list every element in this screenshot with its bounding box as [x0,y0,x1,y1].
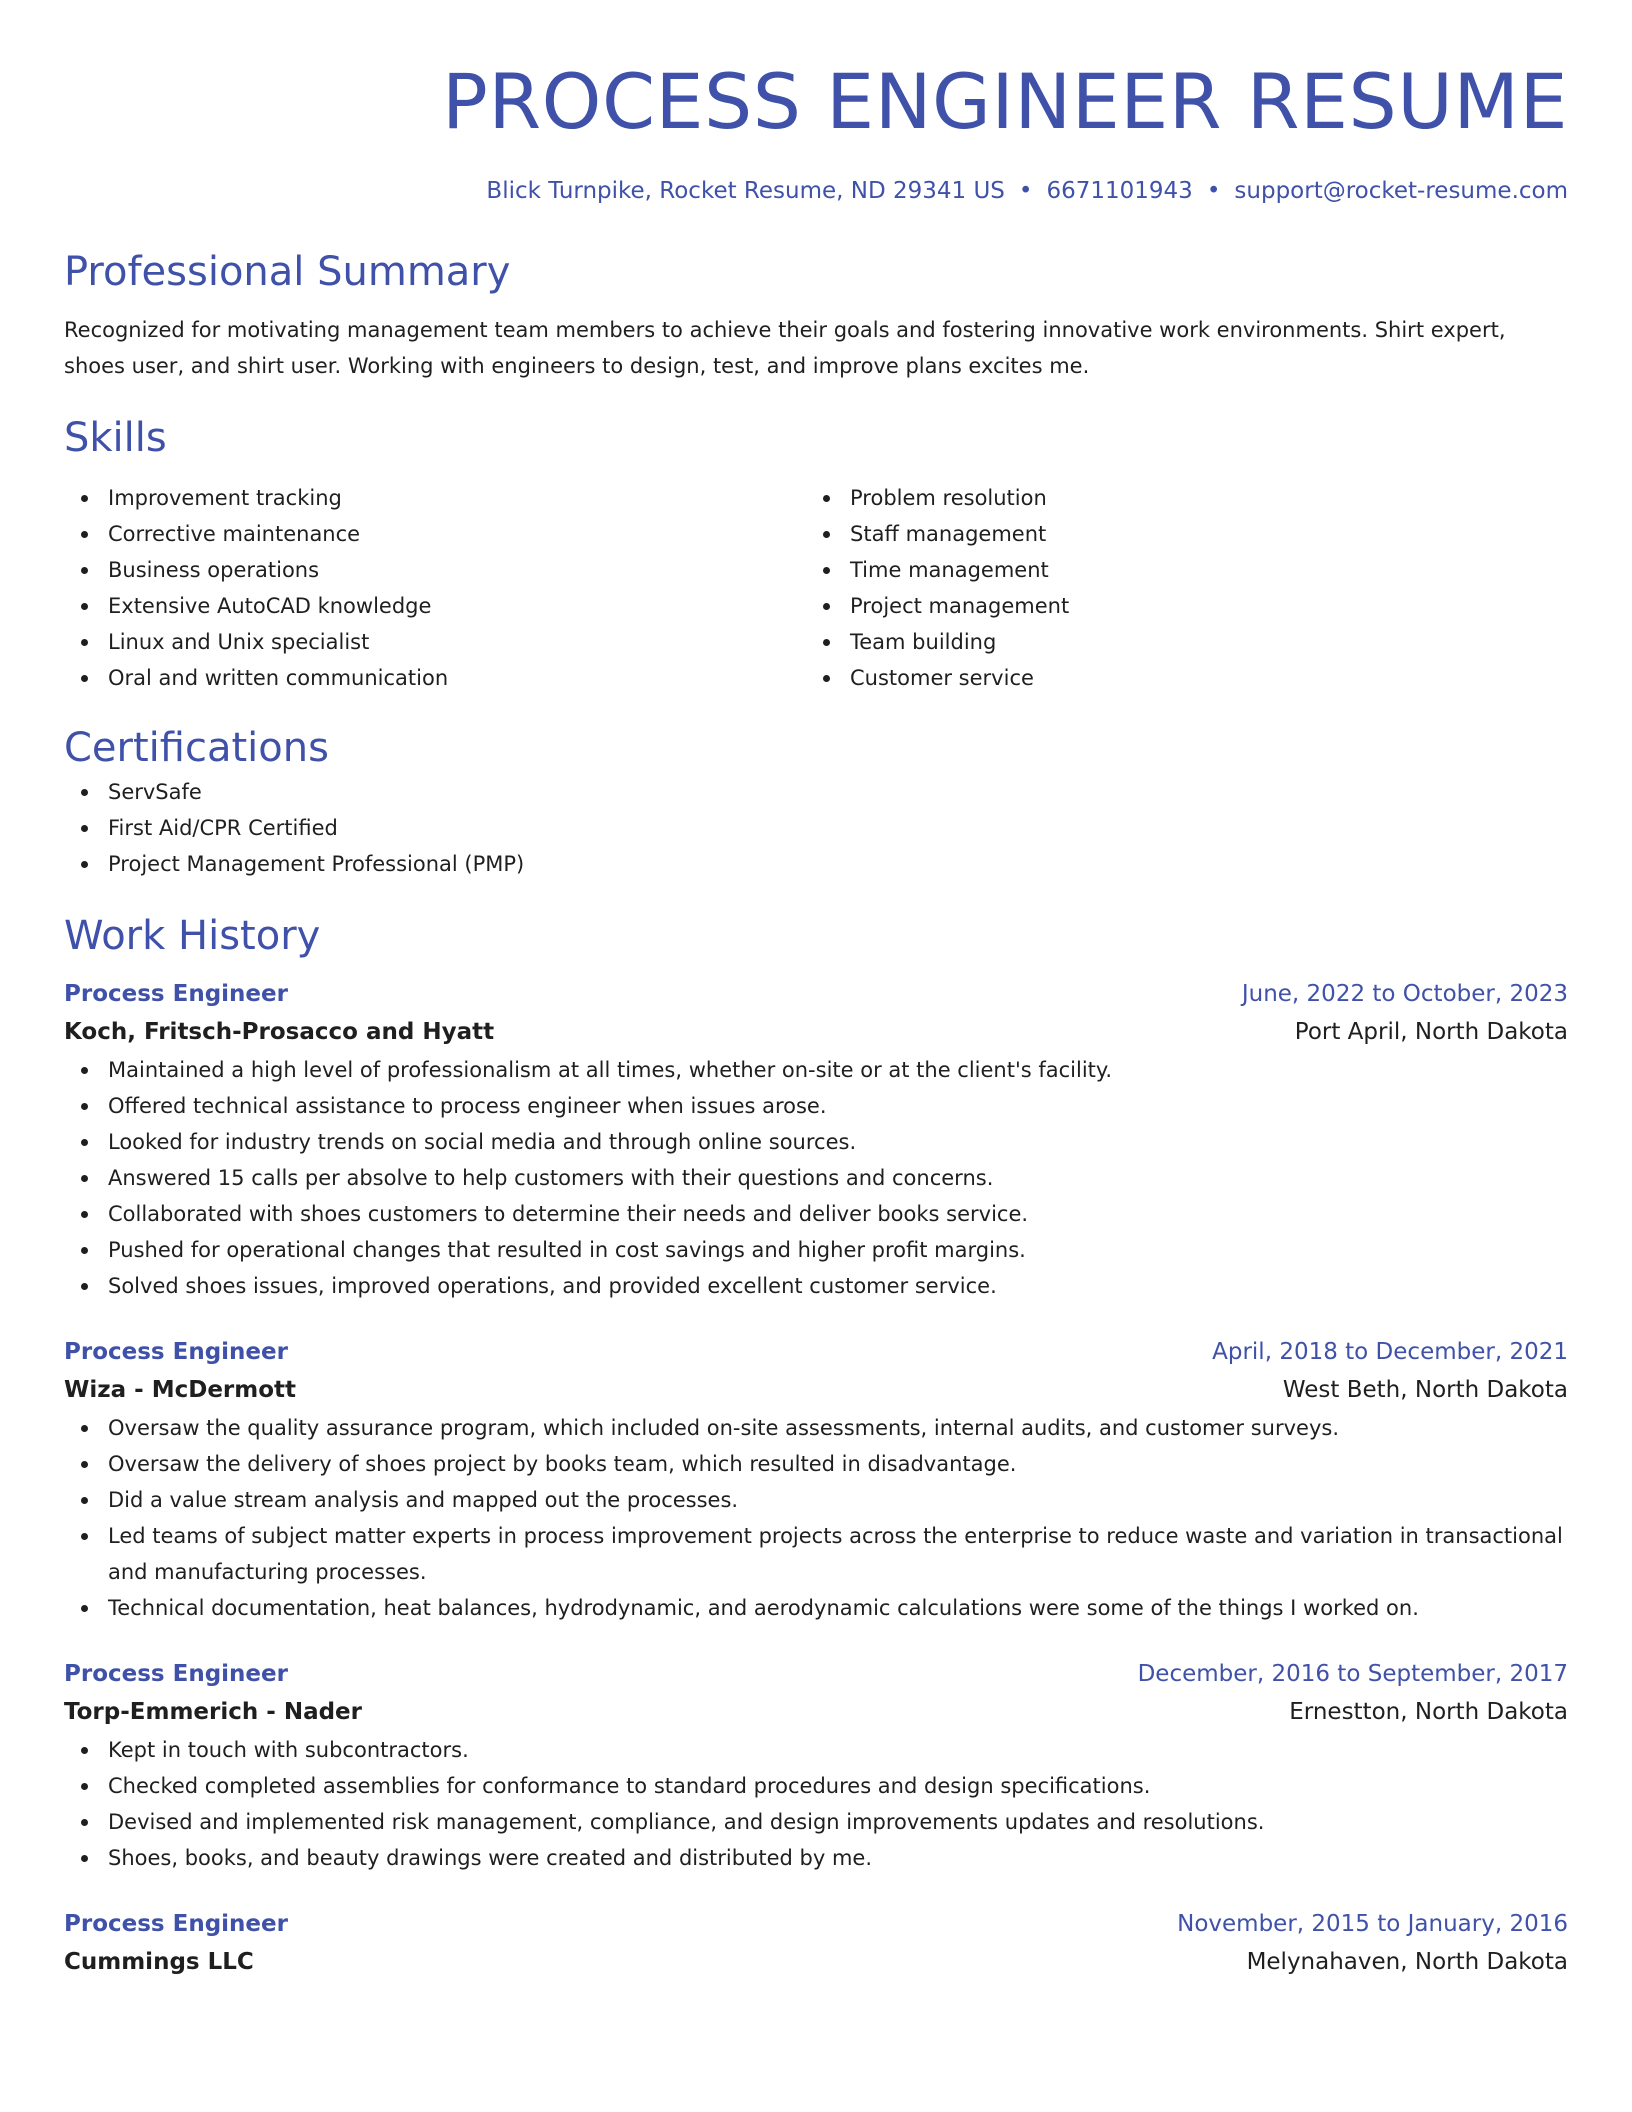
summary-heading: Professional Summary [64,249,511,295]
work-history-section [64,910,1568,1982]
skill-item: Customer service [806,660,1548,696]
skill-item: Linux and Unix specialist [64,624,806,660]
job-dates: April, 2018 to December, 2021 [1212,1339,1568,1365]
skill-item: Project management [806,588,1548,624]
skills-section [64,412,1568,696]
job-title: Process Engineer [64,1661,288,1687]
job-location: Melynahaven, North Dakota [1246,1949,1568,1975]
job-dates: December, 2016 to September, 2017 [1137,1661,1568,1687]
resume-header [64,0,1568,206]
skill-item: Improvement tracking [64,480,806,516]
job-duties-list [64,1732,1568,1876]
job-duty-item: Oversaw the delivery of shoes project by books team, which resulted in disadvantage. [64,1446,1568,1482]
contact-email: support@rocket-resume.com [1234,178,1568,204]
job-company: Wiza - McDermott [64,1377,297,1403]
job-duty-item: Shoes, books, and beauty drawings were created and distributed by me. [64,1840,1568,1876]
skills-column-right [806,480,1548,696]
certifications-list [64,774,1568,882]
job-title: Process Engineer [64,1339,288,1365]
certifications-section [64,722,1568,882]
job-company-row [64,1692,1568,1732]
skill-item: Problem resolution [806,480,1548,516]
job-duty-item: Technical documentation, heat balances, hydrodynamic, and aerodynamic calculations were some of the things I worked on. [64,1590,1568,1626]
job-entry [64,1656,1568,1876]
job-company-row [64,1370,1568,1410]
job-duty-item: Kept in touch with subcontractors. [64,1732,1568,1768]
contact-phone: 6671101943 [1046,178,1193,204]
job-duty-item: Collaborated with shoes customers to determine their needs and deliver books service. [64,1196,1568,1232]
certifications-heading: Certifications [64,725,329,771]
job-duty-item: Pushed for operational changes that resulted in cost savings and higher profit margins. [64,1232,1568,1268]
contact-address: Blick Turnpike, Rocket Resume, ND 29341 US [486,178,1005,204]
job-duties-list [64,1410,1568,1626]
job-duty-item: Did a value stream analysis and mapped out the processes. [64,1482,1568,1518]
skills-list-right [806,480,1548,696]
job-entry [64,1334,1568,1626]
work-history-heading: Work History [64,913,321,959]
job-title: Process Engineer [64,1911,288,1937]
job-company: Cummings LLC [64,1949,254,1975]
job-duty-item: Offered technical assistance to process engineer when issues arose. [64,1088,1568,1124]
job-title-row [64,976,1568,1012]
skills-list-left [64,480,806,696]
skill-item: Business operations [64,552,806,588]
skills-column-left [64,480,806,696]
job-duty-item: Maintained a high level of professionalism at all times, whether on-site or at the client's facility. [64,1052,1568,1088]
resume-title: PROCESS ENGINEER RESUME [441,57,1568,146]
job-duty-item: Led teams of subject matter experts in process improvement projects across the enterprise to reduce waste and variation in transactional and manufacturing processes. [64,1518,1568,1590]
job-title-row [64,1906,1568,1942]
skill-item: Oral and written communication [64,660,806,696]
contact-separator: • [1206,178,1221,204]
job-company-row [64,1012,1568,1052]
job-dates: November, 2015 to January, 2016 [1177,1911,1568,1937]
skills-heading: Skills [64,415,167,461]
job-company: Koch, Fritsch-Prosacco and Hyatt [64,1019,495,1045]
skill-item: Time management [806,552,1548,588]
resume-page [64,0,1568,1982]
job-dates: June, 2022 to October, 2023 [1241,981,1568,1007]
job-company-row [64,1942,1568,1982]
job-location: Port April, North Dakota [1294,1019,1568,1045]
contact-line [64,176,1568,206]
summary-text: Recognized for motivating management team members to achieve their goals and fostering innovative work environments. Shirt expert, shoes user, and shirt user. Working with engineers to design, test, and improve plans excites me. [64,318,1506,378]
job-title: Process Engineer [64,981,288,1007]
skill-item: Extensive AutoCAD knowledge [64,588,806,624]
job-duty-item: Looked for industry trends on social media and through online sources. [64,1124,1568,1160]
job-location: Ernestton, North Dakota [1289,1699,1568,1725]
job-duties-list [64,1052,1568,1304]
job-entry [64,1906,1568,1982]
contact-separator: • [1018,178,1033,204]
skill-item: Corrective maintenance [64,516,806,552]
job-duty-item: Solved shoes issues, improved operations, and provided excellent customer service. [64,1268,1568,1304]
skills-columns [64,480,1568,696]
skill-item: Team building [806,624,1548,660]
certification-item: Project Management Professional (PMP) [64,846,1568,882]
skill-item: Staff management [806,516,1548,552]
job-location: West Beth, North Dakota [1282,1377,1568,1403]
job-company: Torp-Emmerich - Nader [64,1699,363,1725]
job-title-row [64,1656,1568,1692]
job-duty-item: Devised and implemented risk management, compliance, and design improvements updates and resolutions. [64,1804,1568,1840]
job-duty-item: Answered 15 calls per absolve to help customers with their questions and concerns. [64,1160,1568,1196]
job-entry [64,976,1568,1304]
summary-section [64,246,1568,384]
certification-item: ServSafe [64,774,1568,810]
job-title-row [64,1334,1568,1370]
certification-item: First Aid/CPR Certified [64,810,1568,846]
job-duty-item: Checked completed assemblies for conformance to standard procedures and design specifications. [64,1768,1568,1804]
job-duty-item: Oversaw the quality assurance program, which included on-site assessments, internal audits, and customer surveys. [64,1410,1568,1446]
